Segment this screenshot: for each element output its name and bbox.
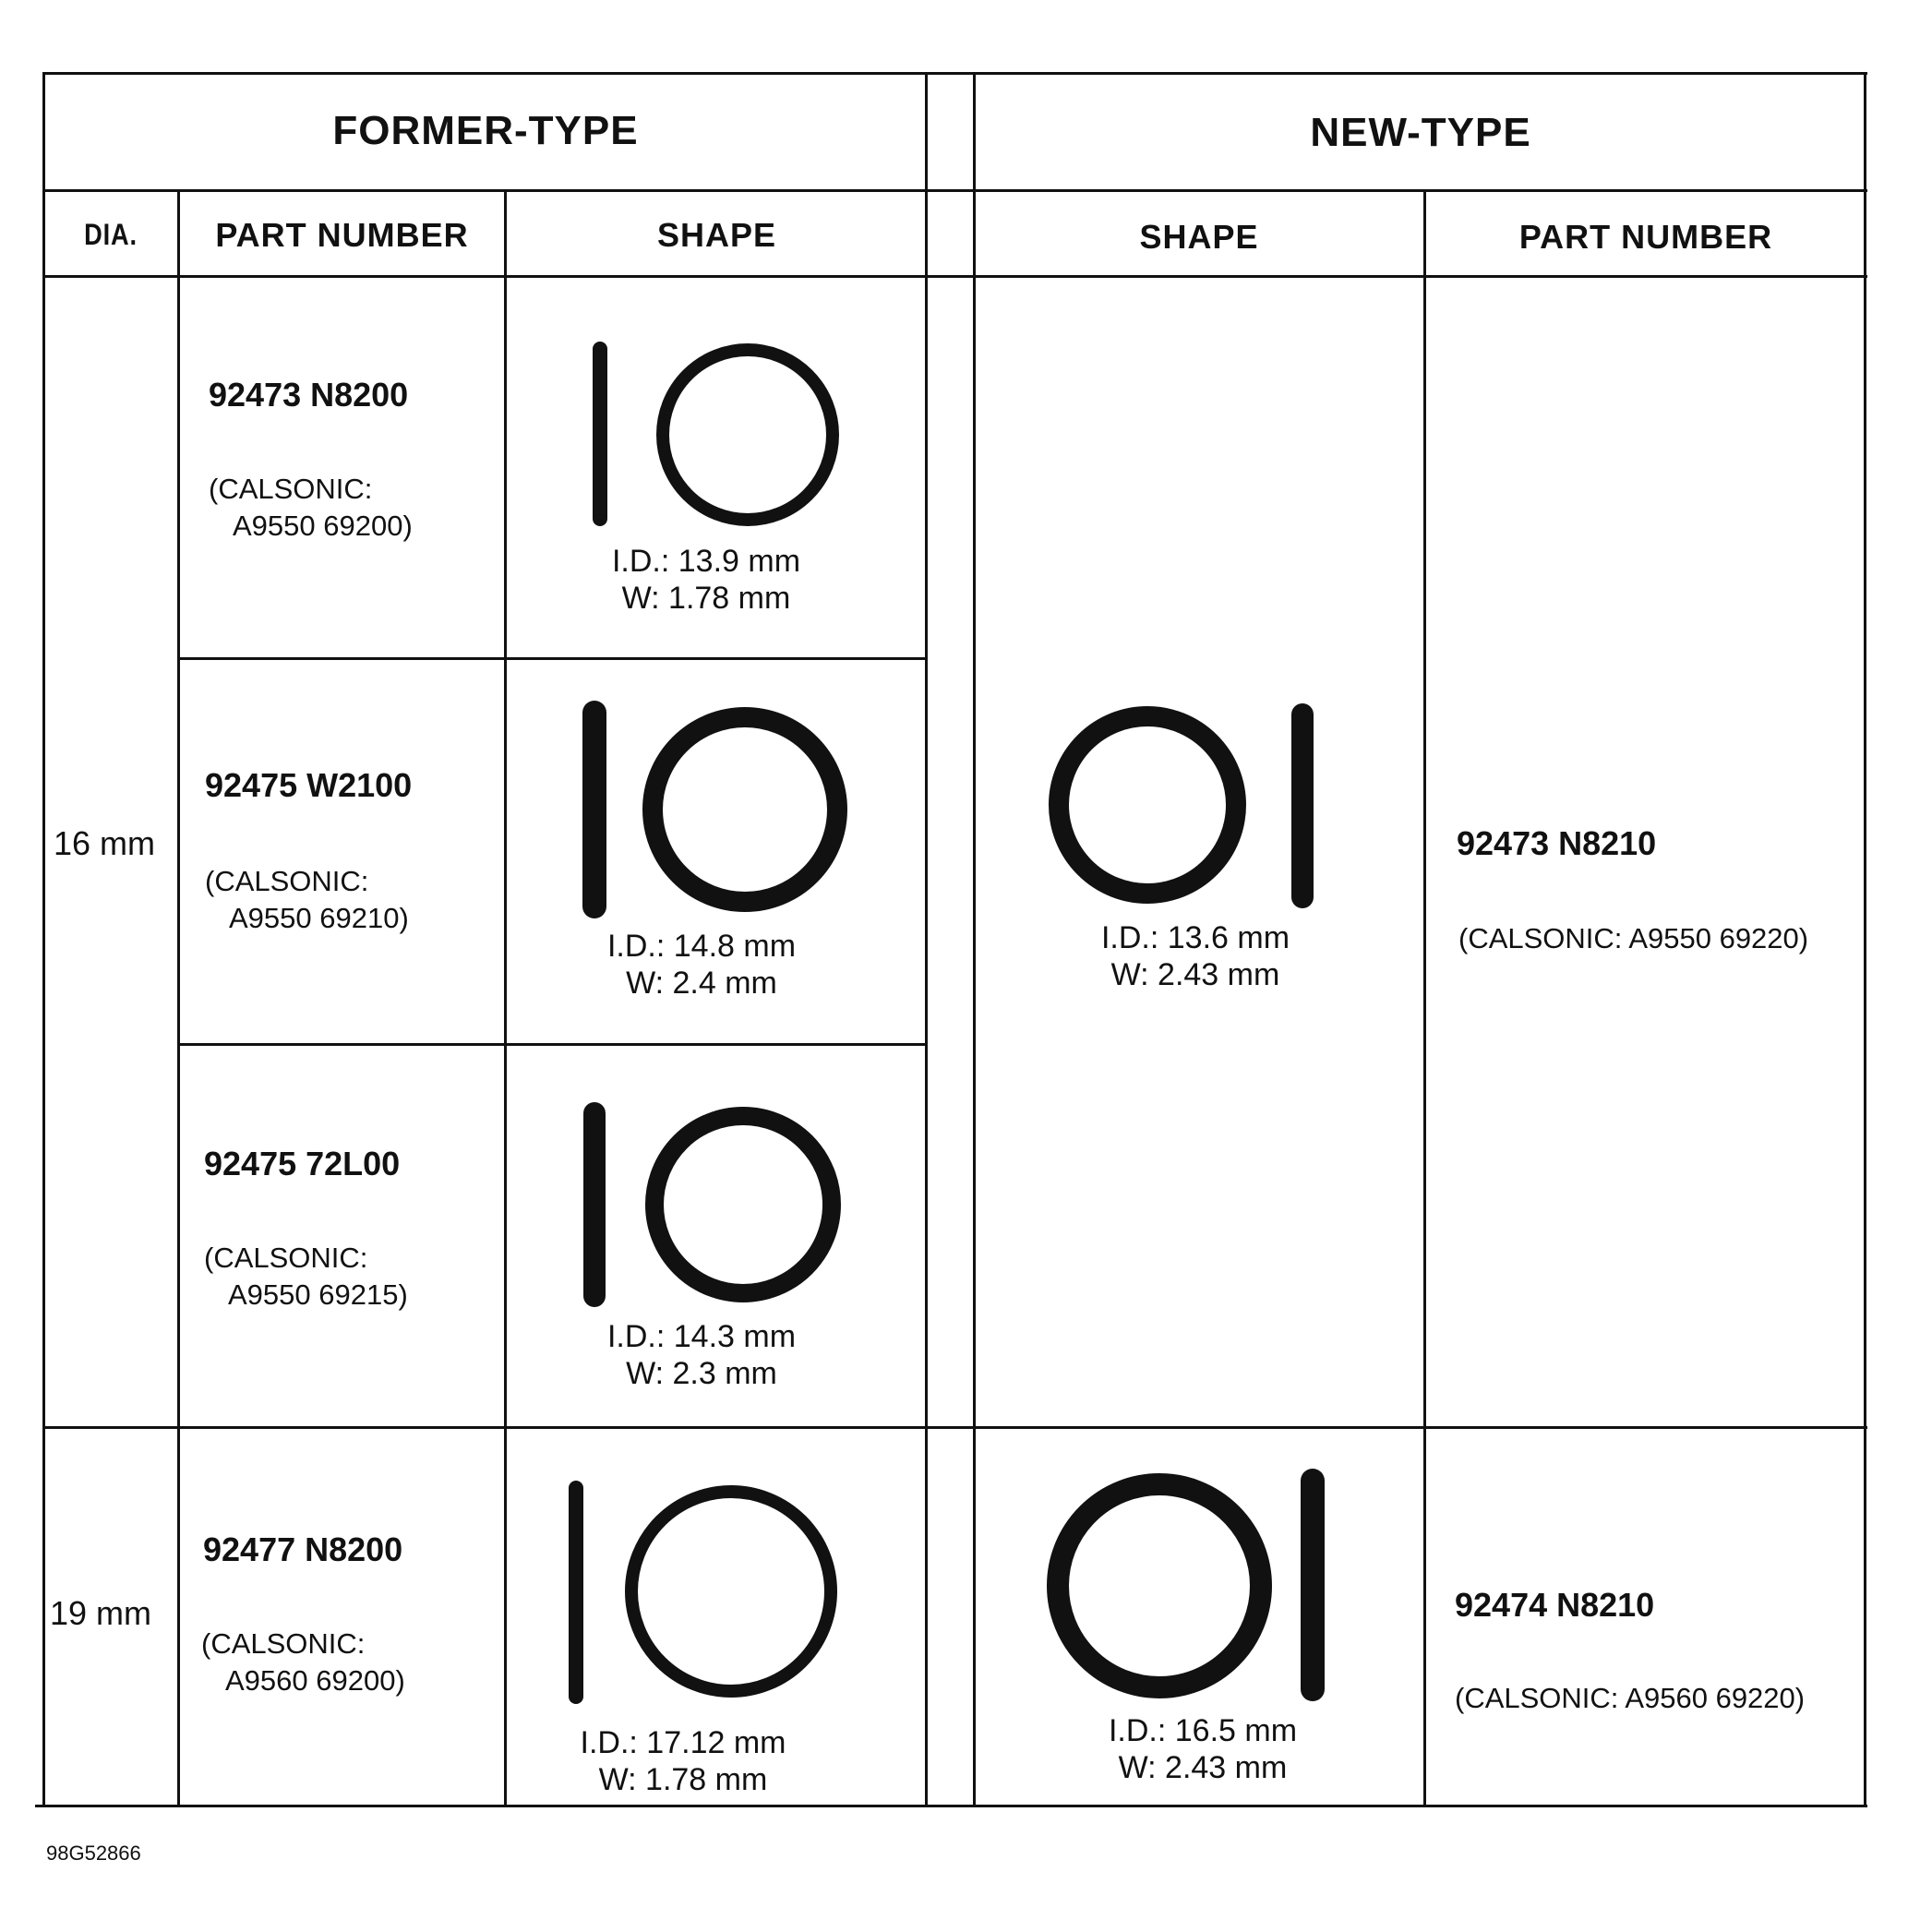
new-calsonic-19: (CALSONIC: A9560 69220) <box>1455 1682 1806 1714</box>
former-shape-header: SHAPE <box>656 216 777 254</box>
former-oring-4-icon <box>558 1477 853 1708</box>
former-part-number-4: 92477 N8200 <box>203 1530 403 1568</box>
former-row-rule-2 <box>177 1043 927 1046</box>
former-w-1: W: 1.78 mm <box>621 581 791 616</box>
new-w-19: W: 2.43 mm <box>1118 1750 1288 1785</box>
new-shape-header: SHAPE <box>1139 218 1259 256</box>
figure-code: 98G52866 <box>46 1842 141 1865</box>
former-part-number-2: 92475 W2100 <box>205 766 413 804</box>
former-calsonic-3-line1: (CALSONIC: <box>204 1242 368 1274</box>
dia-19-label: 19 mm <box>50 1594 152 1632</box>
former-calsonic-3-line2: A9550 69215) <box>228 1278 408 1311</box>
former-oring-2-icon <box>572 703 858 916</box>
former-w-3: W: 2.3 mm <box>626 1356 777 1391</box>
former-w-4: W: 1.78 mm <box>598 1762 768 1797</box>
table-border-left <box>42 72 45 1807</box>
row-rule-16-19 <box>44 1426 1867 1429</box>
header-rule-1 <box>44 189 1867 192</box>
former-part-number-3: 92475 72L00 <box>204 1145 401 1182</box>
new-part-number-19: 92474 N8210 <box>1455 1586 1655 1624</box>
former-calsonic-1-line1: (CALSONIC: <box>209 473 373 505</box>
new-oring-19-icon <box>1041 1468 1355 1708</box>
new-col-rule-1 <box>1423 189 1426 1806</box>
former-type-header: FORMER-TYPE <box>332 108 639 153</box>
new-oring-16-icon <box>1043 702 1338 914</box>
new-id-16: I.D.: 13.6 mm <box>1100 920 1290 955</box>
former-row-rule-1 <box>177 657 927 660</box>
new-type-header: NEW-TYPE <box>1310 110 1531 155</box>
former-col-rule-1 <box>177 189 180 1806</box>
dia-column-header: DIA. <box>84 218 138 251</box>
table-border-top <box>44 72 1867 75</box>
dia-16-label: 16 mm <box>54 824 156 862</box>
former-w-2: W: 2.4 mm <box>626 966 777 1001</box>
former-calsonic-4-line1: (CALSONIC: <box>201 1627 366 1660</box>
former-part-number-1: 92473 N8200 <box>209 376 409 414</box>
former-oring-3-icon <box>572 1104 858 1307</box>
former-id-1: I.D.: 13.9 mm <box>611 544 801 579</box>
table-border-bottom <box>35 1805 1867 1807</box>
former-calsonic-4-line2: A9560 69200) <box>225 1664 405 1697</box>
center-divider-left <box>925 72 928 1807</box>
former-oring-1-icon <box>582 342 858 526</box>
former-col-rule-2 <box>504 189 507 1806</box>
table-border-right <box>1864 72 1866 1807</box>
former-part-number-header: PART NUMBER <box>215 216 469 254</box>
former-id-3: I.D.: 14.3 mm <box>606 1319 797 1354</box>
header-rule-2 <box>44 275 1867 278</box>
new-w-16: W: 2.43 mm <box>1110 957 1280 992</box>
former-id-4: I.D.: 17.12 mm <box>580 1725 786 1760</box>
center-divider-right <box>973 72 976 1807</box>
new-calsonic-16: (CALSONIC: A9550 69220) <box>1458 922 1809 954</box>
new-part-number-header: PART NUMBER <box>1518 218 1773 256</box>
former-calsonic-2-line1: (CALSONIC: <box>205 865 369 897</box>
former-calsonic-1-line2: A9550 69200) <box>233 510 413 542</box>
former-id-2: I.D.: 14.8 mm <box>606 929 797 964</box>
former-calsonic-2-line2: A9550 69210) <box>229 902 409 934</box>
new-part-number-16: 92473 N8210 <box>1457 824 1657 862</box>
new-id-19: I.D.: 16.5 mm <box>1108 1713 1298 1748</box>
